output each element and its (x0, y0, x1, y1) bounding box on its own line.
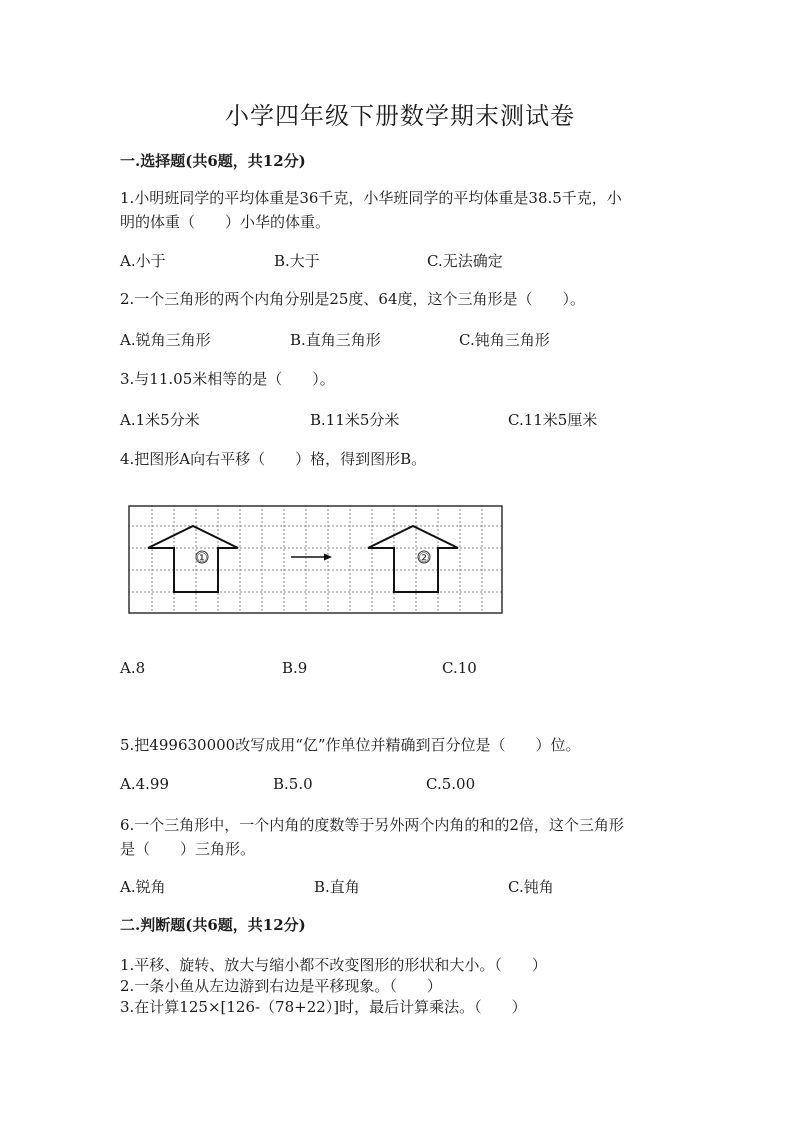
q2-option-b: B.直角三角形 (290, 331, 381, 349)
shape-b-label: ② (418, 551, 430, 566)
q5-option-a: A.4.99 (120, 775, 169, 793)
question-6-line-1: 6.一个三角形中，一个内角的度数等于另外两个内角的和的2倍，这个三角形 (120, 816, 624, 834)
q3-option-a: A.1米5分米 (120, 411, 200, 429)
question-3: 3.与11.05米相等的是（ ）。 (120, 370, 335, 388)
q1-option-c: C.无法确定 (427, 252, 503, 270)
q4-option-b: B.9 (282, 659, 308, 677)
judgement-item-2: 2.一条小鱼从左边游到右边是平移现象。（ ） (120, 977, 442, 995)
question-1 (120, 186, 680, 234)
q1-option-b: B.大于 (274, 252, 320, 270)
question-2: 2.一个三角形的两个内角分别是25度、64度，这个三角形是（ ）。 (120, 290, 585, 308)
question-5: 5.把499630000改写成用“亿”作单位并精确到百分位是（ ）位。 (120, 736, 581, 754)
q5-option-b: B.5.0 (273, 775, 313, 793)
shape-a (148, 526, 238, 592)
q1-option-a: A.小于 (120, 252, 166, 270)
q2-option-a: A.锐角三角形 (120, 331, 211, 349)
grid-figure (128, 505, 504, 615)
dotted-grid (128, 505, 502, 613)
question-4: 4.把图形A向右平移（ ）格，得到图形B。 (120, 450, 427, 468)
judgement-item-1: 1.平移、旋转、放大与缩小都不改变图形的形状和大小。（ ） (120, 956, 547, 974)
q3-option-b: B.11米5分米 (310, 411, 400, 429)
q4-option-c: C.10 (442, 659, 477, 677)
grid-frame (129, 506, 502, 613)
judgement-item-3: 3.在计算125×[126-（78+22）]时，最后计算乘法。（ ） (120, 998, 527, 1016)
shape-a-label: ① (196, 551, 208, 566)
q2-option-c: C.钝角三角形 (459, 331, 550, 349)
question-1-line-2: 明的体重（ ）小华的体重。 (120, 213, 331, 231)
page-title: 小学四年级下册数学期末测试卷 (225, 102, 575, 130)
question-1-line-1: 1.小明班同学的平均体重是36千克，小华班同学的平均体重是38.5千克，小 (120, 189, 622, 207)
section-heading-judgement: 二.判断题(共6题，共12分) (120, 916, 306, 934)
shape-b (368, 526, 458, 592)
q5-option-c: C.5.00 (426, 775, 476, 793)
q3-option-c: C.11米5厘米 (508, 411, 598, 429)
q6-option-c: C.钝角 (508, 878, 554, 896)
question-6 (120, 813, 680, 861)
q4-option-a: A.8 (120, 659, 146, 677)
q6-option-b: B.直角 (314, 878, 360, 896)
section-heading-choice: 一.选择题(共6题，共12分) (120, 152, 306, 170)
translation-arrow (291, 554, 332, 561)
question-6-line-2: 是（ ）三角形。 (120, 840, 256, 858)
q6-option-a: A.锐角 (120, 878, 166, 896)
